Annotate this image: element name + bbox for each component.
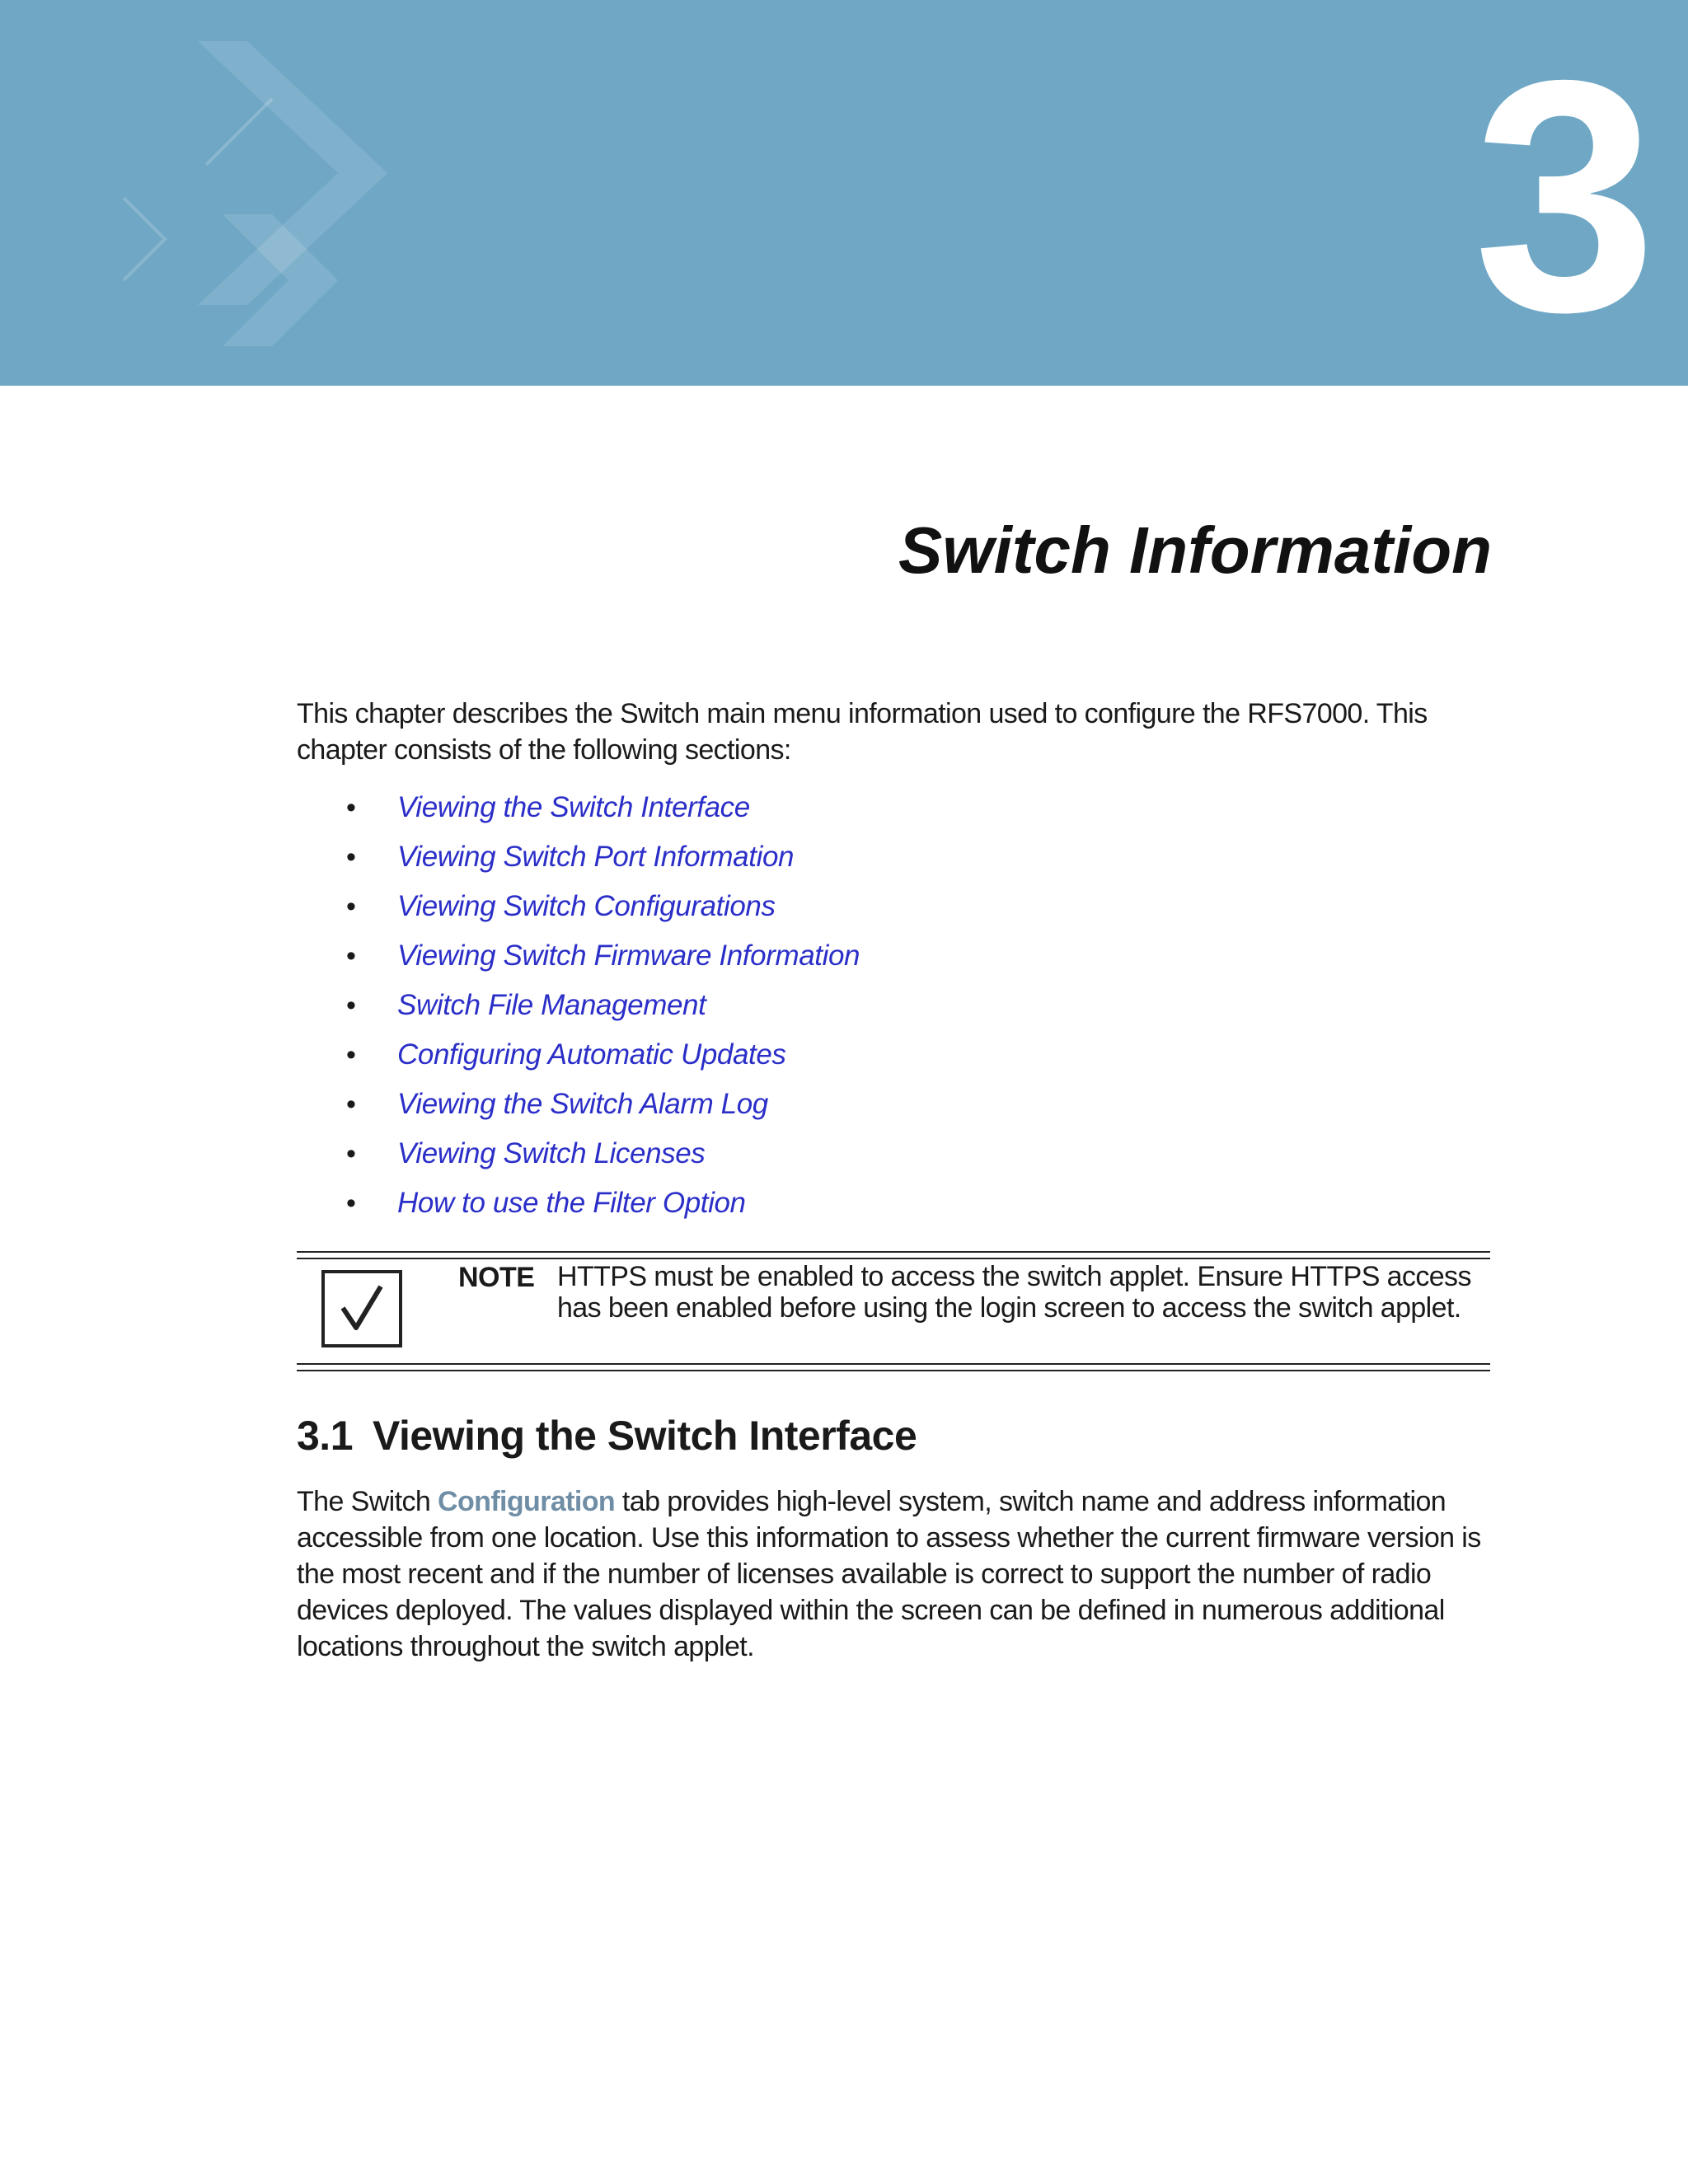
section-link[interactable]: Viewing the Switch Alarm Log	[397, 1088, 768, 1120]
bullet-icon: •	[346, 841, 356, 873]
list-item	[346, 882, 860, 931]
list-item	[346, 981, 860, 1030]
note-bottom-rule	[297, 1363, 1490, 1365]
note-label: NOTE	[458, 1262, 535, 1293]
note-text: HTTPS must be enabled to access the switch applet. Ensure HTTPS access has been enabled before using the login screen to access the switch applet.	[557, 1261, 1471, 1324]
section-link[interactable]: Viewing Switch Port Information	[397, 841, 795, 873]
chevron-logo-watermark-icon	[0, 0, 495, 386]
paragraph-text: The Switch	[297, 1486, 438, 1517]
section-link[interactable]: Viewing Switch Licenses	[397, 1137, 706, 1169]
section-link[interactable]: Switch File Management	[397, 989, 706, 1021]
configuration-tab-term: Configuration	[438, 1486, 616, 1517]
checkmark-icon	[321, 1270, 402, 1347]
chapter-banner	[0, 0, 1688, 386]
list-item	[346, 1080, 860, 1129]
bullet-icon: •	[346, 1188, 356, 1219]
chapter-title: Switch Information	[898, 513, 1492, 587]
list-item	[346, 1030, 860, 1080]
note-bottom-rule	[297, 1370, 1490, 1371]
intro-paragraph: This chapter describes the Switch main menu information used to configure the RFS7000. This chapter consists of the following sections:	[297, 698, 1428, 766]
bullet-icon: •	[346, 1089, 356, 1120]
section-heading	[297, 1411, 917, 1460]
checkmark-glyph-icon	[325, 1273, 399, 1344]
paragraph-text: tab provides high-level system, switch name and address information accessible from one location. Use this information to assess whether the current firmware version is the most recent and if the number of licenses available is correct to support the number of radio devices deployed. The values displayed within the screen can be defined in numerous additional locations throughout the switch applet.	[297, 1486, 1481, 1662]
section-number: 3.1	[297, 1413, 354, 1459]
list-item	[346, 783, 860, 832]
list-item	[346, 832, 860, 882]
section-link[interactable]: Viewing Switch Firmware Information	[397, 940, 860, 972]
bullet-icon: •	[346, 891, 356, 922]
section-link[interactable]: Configuring Automatic Updates	[397, 1038, 786, 1071]
bullet-icon: •	[346, 1138, 356, 1169]
section-link[interactable]: Viewing the Switch Interface	[397, 791, 750, 823]
bullet-icon: •	[346, 990, 356, 1021]
bullet-icon: •	[346, 792, 356, 823]
section-link[interactable]: Viewing Switch Configurations	[397, 890, 776, 922]
bullet-icon: •	[346, 1039, 356, 1071]
section-title: Viewing the Switch Interface	[373, 1413, 917, 1459]
section-body-paragraph	[297, 1483, 1490, 1665]
section-link-list	[346, 783, 860, 1228]
list-item	[346, 1179, 860, 1228]
chapter-number: 3	[1473, 12, 1648, 380]
list-item	[346, 1129, 860, 1179]
list-item	[346, 931, 860, 981]
bullet-icon: •	[346, 940, 356, 972]
section-link[interactable]: How to use the Filter Option	[397, 1187, 746, 1219]
note-top-rule	[297, 1251, 1490, 1253]
note-top-rule	[297, 1258, 1490, 1259]
